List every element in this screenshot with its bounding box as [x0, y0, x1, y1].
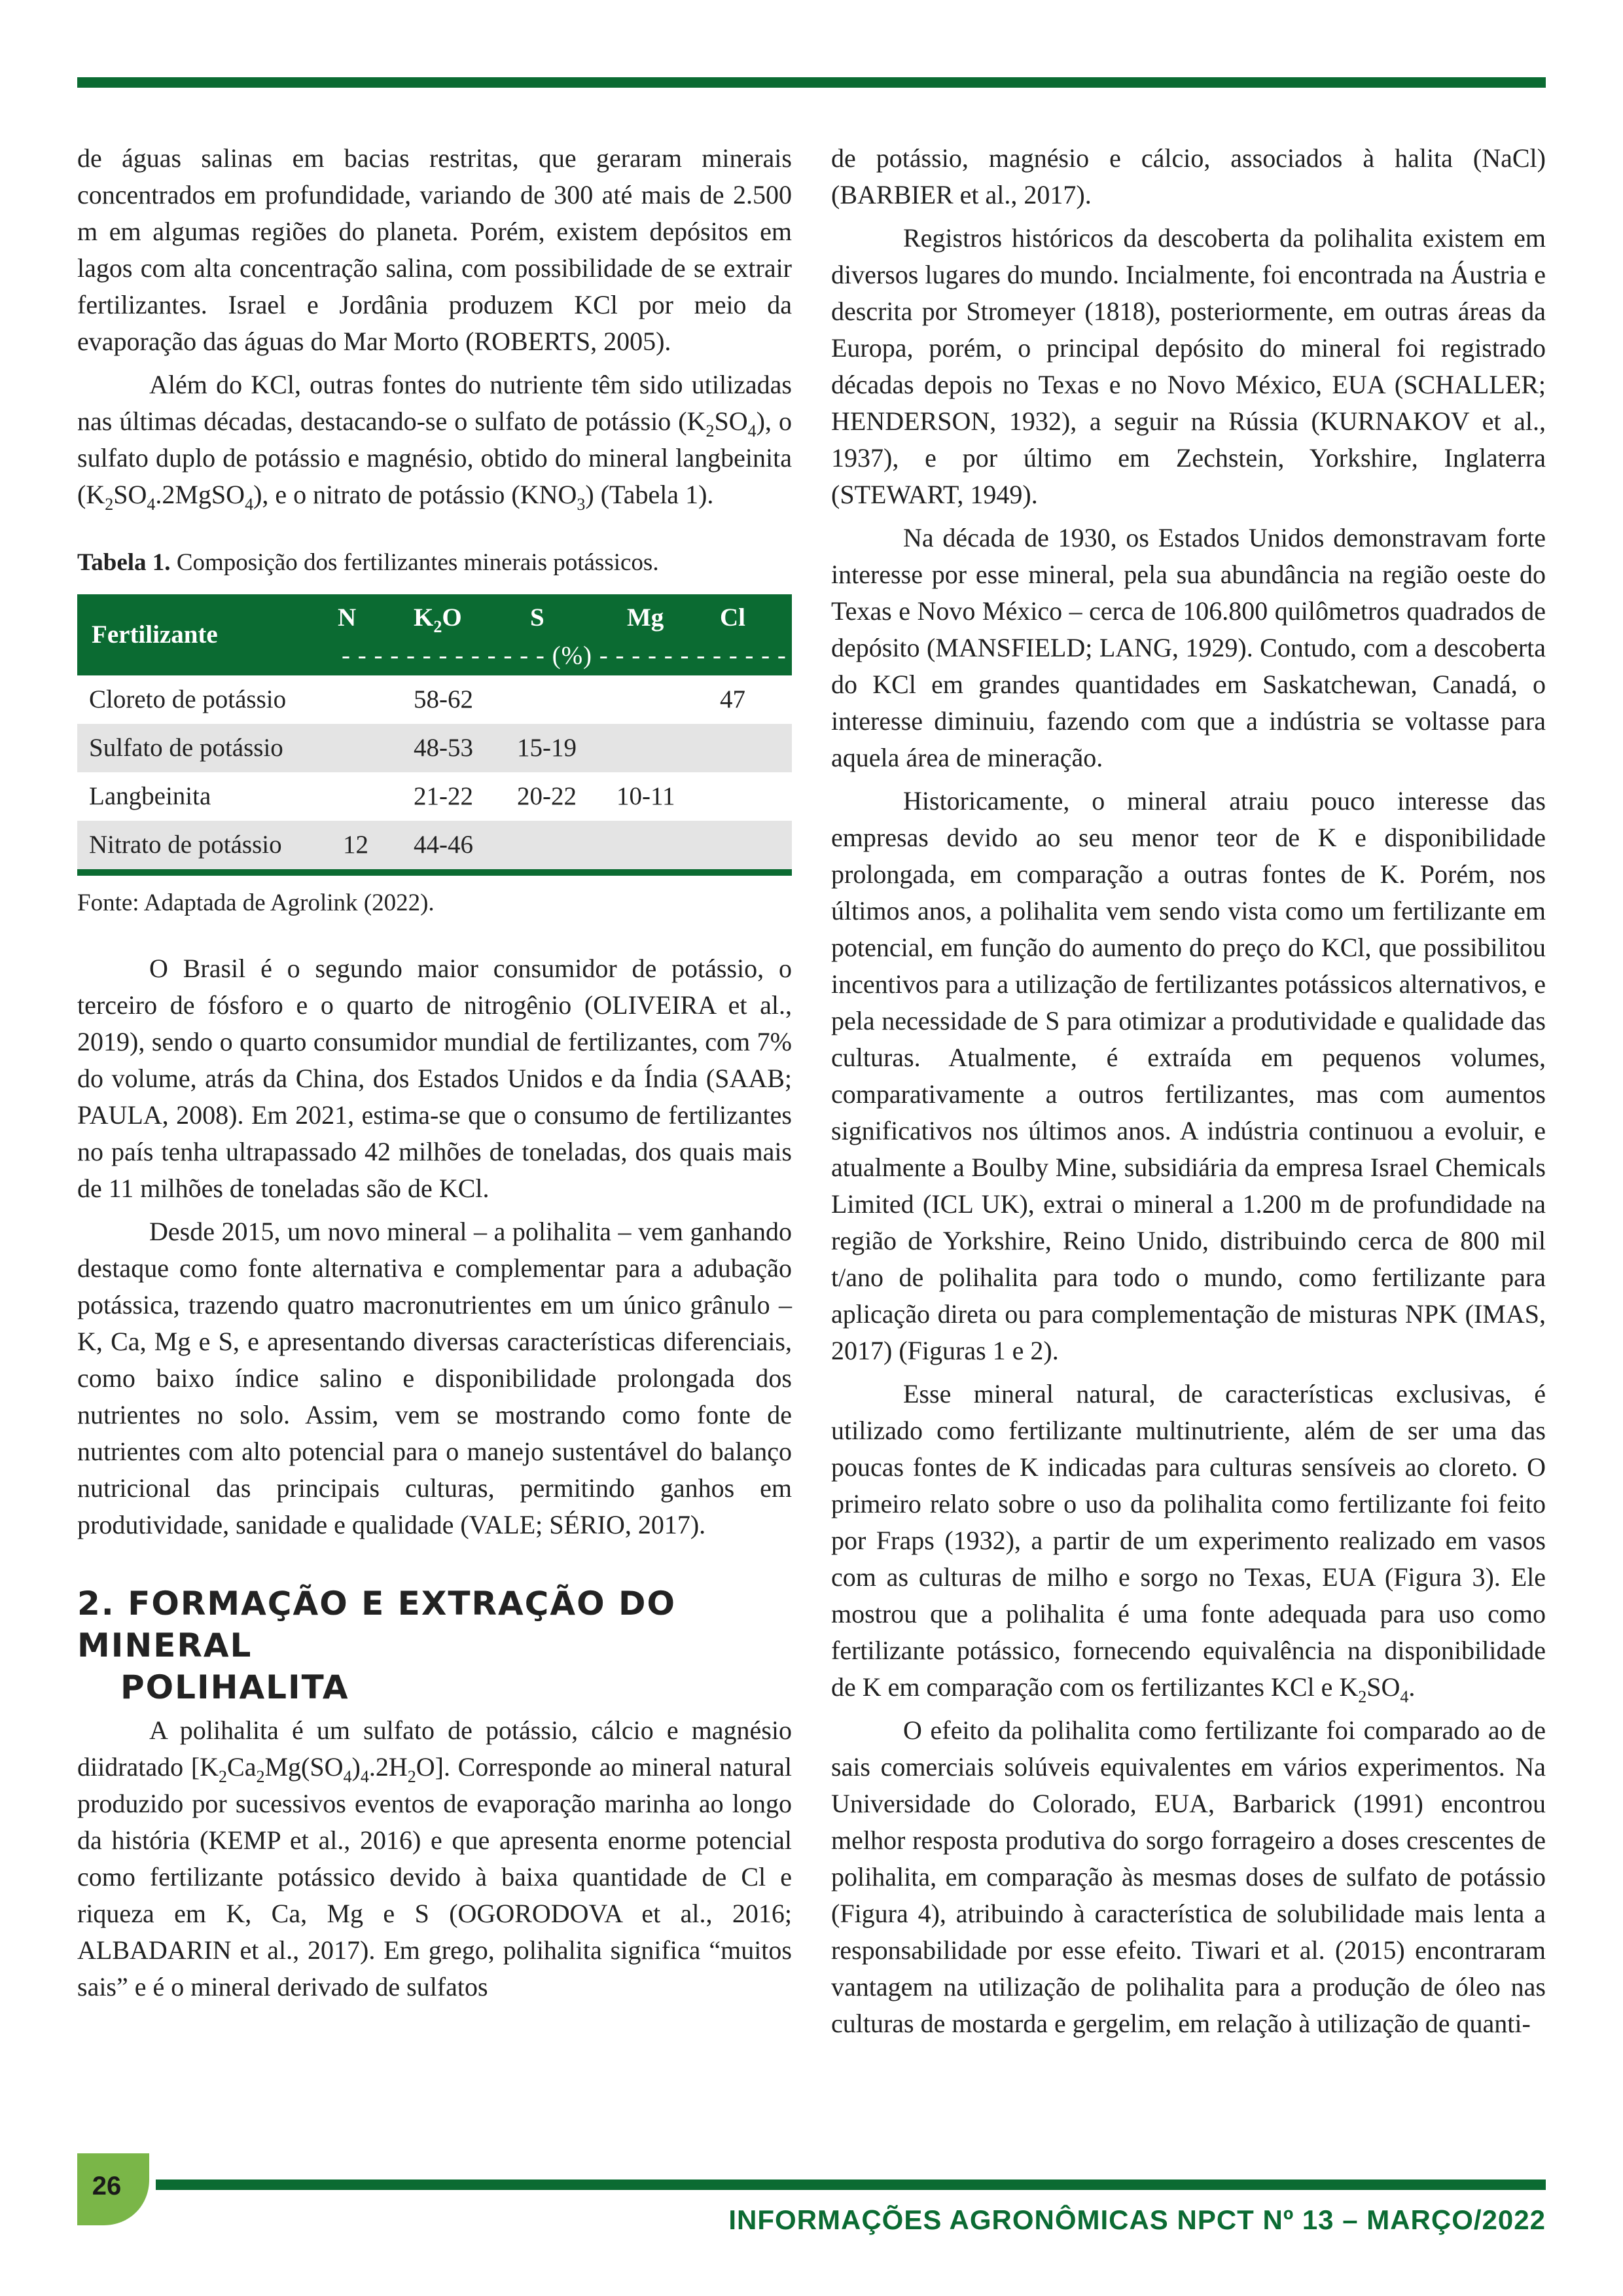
header-n: N	[338, 594, 414, 636]
paragraph: O Brasil é o segundo maior consumidor de potássio, o terceiro de fósforo e o quarto de nitrogênio (OLIVEIRA et al., 2019), sendo o quarto consumidor mundial de fertilizantes, com 7% do volume, atrás da China, dos Estados Unidos e da Índia (SAAB; PAULA, 2008). Em 2021, estima-se que o consumo de fertilizantes no país tenha ultrapassado 42 milhões de toneladas, dos quais mais de 11 milhões de toneladas são de KCl.	[77, 954, 792, 1203]
paragraph: Esse mineral natural, de características exclusivas, é utilizado como fertilizante multinutriente, além de ser uma das poucas fontes de K indicadas para culturas sensíveis ao cloreto. O primeiro relato sobre o uso da polihalita como fertilizante foi feito por Fraps (1932), a partir de um experimento realizado em vasos com as culturas de milho e sorgo no Texas, EUA (Figura 3). Ele mostrou que a polihalita é uma fonte adequada para uso como fertilizante potássico, fornecendo equivalência na disponibilidade de K em comparação com os fertilizantes KCl e $K_2SO_4$.	[831, 1379, 1546, 1706]
table-caption: Tabela 1. Composição dos fertilizantes minerais potássicos.	[77, 549, 659, 576]
table-row: Nitrato de potássio 12 44-46	[77, 821, 792, 872]
paragraph: de águas salinas em bacias restritas, que geraram minerais concentrados em profundidade, variando de 300 até mais de 2.500 m em algumas regiões do planeta. Porém, existem depósitos em lagos com alta concentração salina, com possibilidade de se extrair fertilizantes. Israel e Jordânia produzem KCl por meio da evaporação das águas do Mar Morto (ROBERTS, 2005).	[77, 143, 792, 356]
bottom-rule	[156, 2179, 1546, 2190]
paragraph: de potássio, magnésio e cálcio, associados à halita (NaCl) (BARBIER et al., 2017).	[831, 143, 1546, 209]
header-mg: Mg	[616, 594, 711, 636]
table-source: Fonte: Adaptada de Agrolink (2022).	[77, 889, 435, 916]
header-fertilizante: Fertilizante	[77, 594, 338, 675]
paragraph: Na década de 1930, os Estados Unidos demonstravam forte interesse por esse mineral, pela sua abundância na região oeste do Texas e Novo México – cerca de 106.800 quilômetros quadrados de depósito (MANSFIELD; LANG, 1929). Contudo, com a descoberta do KCl em grandes quantidades em Saskatchewan, Canadá, o interesse diminuiu, fazendo com que a indústria se voltasse para aquela área de mineração.	[831, 523, 1546, 772]
paragraph: O efeito da polihalita como fertilizante foi comparado ao de sais comerciais solúveis equivalentes em vários experimentos. Na Universidade do Colorado, EUA, Barbarick (1991) encontrou melhor resposta produtiva do sorgo forrageiro a doses crescentes de polihalita, em comparação às mesmas doses de sulfato de potássio (Figura 4), atribuindo à característica de solubilidade mais lenta a responsabilidade por esse efeito. Tiwari et al. (2015) encontraram vantagem na utilização de polihalita para a produção de óleo nas culturas de mostarda e gergelim, em relação à utilização de quanti-	[831, 1715, 1546, 2038]
unit-row: - - - - - - - - - - - - - (%) - - - - - - - - - - - -	[338, 636, 792, 675]
paragraph: Historicamente, o mineral atraiu pouco interesse das empresas devido ao seu menor teor de K e disponibilidade prolongada, em comparação a outras fontes de K. Porém, nos últimos anos, a polihalita vem sendo vista como um fertilizante em potencial, em função do aumento do preço do KCl, que possibilitou incentivos para a utilização de fertilizantes potássicos alternativos, e pela necessidade de S para otimizar a produtividade e qualidade das culturas. Atualmente, é extraída em pequenos volumes, comparativamente a outros fertilizantes, mas com aumentos significativos nos últimos anos. A indústria continuou a evoluir, e atualmente a Boulby Mine, subsidiária da empresa Israel Chemicals Limited (ICL UK), extrai o mineral a 1.200 m de profundidade na região de Yorkshire, Reino Unido, distribuindo cerca de 800 mil t/ano de polihalita para todo o mundo, como fertilizante para aplicação direta ou para complementação de misturas NPK (IMAS, 2017) (Figuras 1 e 2).	[831, 786, 1546, 1365]
header-cl: Cl	[711, 594, 792, 636]
table-row: Langbeinita 21-22 20-22 10-11	[77, 772, 792, 821]
top-rule	[77, 77, 1546, 88]
footer-publication: INFORMAÇÕES AGRONÔMICAS NPCT Nº 13 – MARÇO/2022	[728, 2204, 1546, 2235]
table-row: Sulfato de potássio 48-53 15-19	[77, 724, 792, 772]
header-s: S	[517, 594, 616, 636]
right-column	[831, 140, 1546, 2042]
left-column	[77, 140, 792, 2005]
header-k2o: $K_2O$	[414, 594, 517, 636]
page-number: 26	[92, 2172, 122, 2200]
paragraph: Desde 2015, um novo mineral – a polihalita – vem ganhando destaque como fonte alternativa e complementar para a adubação potássica, trazendo quatro macronutrientes em um único grânulo – K, Ca, Mg e S, e apresentando diversas características diferenciais, como baixo índice salino e disponibilidade prolongada dos nutrientes no solo. Assim, vem se mostrando como fonte de nutrientes com alto potencial para o manejo sustentável do balanço nutricional das principais culturas, permitindo ganhos em produtividade, sanidade e qualidade (VALE; SÉRIO, 2017).	[77, 1217, 792, 1539]
table-row: Cloreto de potássio 58-62 47	[77, 675, 792, 724]
paragraph: Além do KCl, outras fontes do nutriente têm sido utilizadas nas últimas décadas, destacando-se o sulfato de potássio $(K_2SO_4)$, o sulfato duplo de potássio e magnésio, obtido do mineral langbeinita $(K_2SO_4.2MgSO_4)$, e o nitrato de potássio $(KNO_3)$ (Tabela 1).	[77, 370, 792, 514]
paragraph: Registros históricos da descoberta da polihalita existem em diversos lugares do mundo. Incialmente, foi encontrada na Áustria e descrita por Stromeyer (1818), posteriormente, em outras áreas da Europa, porém, o principal depósito do mineral foi registrado décadas depois no Texas e no Novo México, EUA (SCHALLER; HENDERSON, 1932), a seguir na Rússia (KURNAKOV et al., 1937), e por último em Zechstein, Yorkshire, Inglaterra (STEWART, 1949).	[831, 223, 1546, 509]
paragraph: A polihalita é um sulfato de potássio, cálcio e magnésio diidratado $[K_2Ca_2Mg(SO_4)_4.2H_2O]$. Corresponde ao mineral natural produzido por sucessivos eventos de evaporação marinha ao longo da história (KEMP et al., 2016) e que apresenta enorme potencial como fertilizante potássico devido à baixa quantidade de Cl e riqueza em K, Ca, Mg e S (OGORODOVA et al., 2016; ALBADARIN et al., 2017). Em grego, polihalita significa “muitos sais” e é o mineral derivado de sulfatos	[77, 1715, 792, 2001]
fertilizer-table	[77, 594, 792, 876]
section-heading: 2. FORMAÇÃO E EXTRAÇÃO DO MINERAL POLIHALITA	[77, 1585, 676, 1706]
